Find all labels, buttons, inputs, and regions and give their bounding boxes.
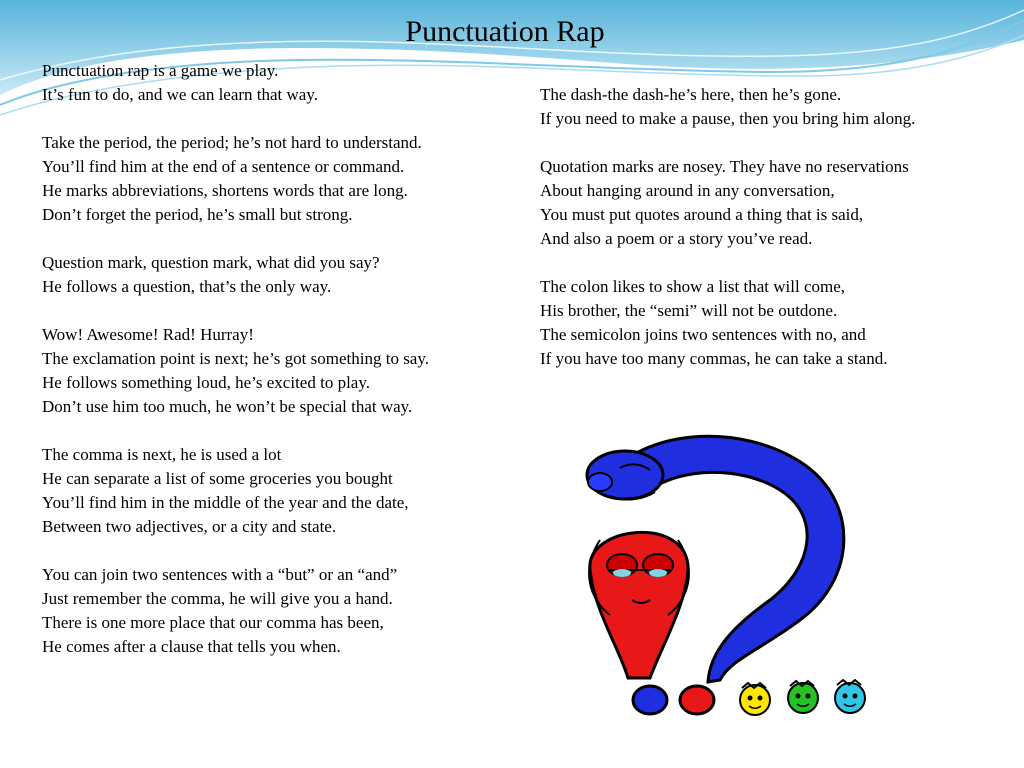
poem-line: And also a poem or a story you’ve read. [540, 229, 813, 248]
poem-line: If you have too many commas, he can take a stand. [540, 349, 888, 368]
stanza [540, 275, 1010, 371]
red-dot [680, 686, 714, 714]
question-mark-eye-icon [588, 473, 612, 491]
stanza [540, 155, 1010, 251]
stanza [540, 83, 1010, 131]
poem-line: If you need to make a pause, then you bring him along. [540, 109, 916, 128]
poem-line: The exclamation point is next; he’s got something to say. [42, 349, 429, 368]
cyan-face-icon [835, 680, 865, 713]
stanza [42, 251, 522, 299]
poem-line: You’ll find him in the middle of the year and the date, [42, 493, 409, 512]
green-face-icon [788, 681, 818, 713]
poem-line: You can join two sentences with a “but” or an “and” [42, 565, 398, 584]
stanza [42, 563, 522, 659]
poem-line: Don’t forget the period, he’s small but strong. [42, 205, 353, 224]
poem-line: About hanging around in any conversation, [540, 181, 835, 200]
poem-line: Question mark, question mark, what did you say? [42, 253, 380, 272]
poem-line: Between two adjectives, or a city and state. [42, 517, 337, 536]
exclamation-mark-body [590, 532, 688, 678]
poem-line: He comes after a clause that tells you when. [42, 637, 341, 656]
poem-line: Quotation marks are nosey. They have no reservations [540, 157, 909, 176]
poem-line: His brother, the “semi” will not be outdone. [540, 301, 838, 320]
punctuation-characters-illustration [570, 430, 890, 730]
poem-line: He can separate a list of some groceries you bought [42, 469, 393, 488]
stanza [42, 131, 522, 227]
poem-line: He follows something loud, he’s excited to play. [42, 373, 370, 392]
blue-dot [633, 686, 667, 714]
poem-line: The dash-the dash-he’s here, then he’s gone. [540, 85, 842, 104]
slide-title: Punctuation Rap [405, 15, 605, 48]
poem-line: Take the period, the period; he’s not hard to understand. [42, 133, 422, 152]
poem-line: It’s fun to do, and we can learn that way. [42, 85, 319, 104]
right-column [540, 83, 1010, 395]
yellow-face-icon [740, 683, 770, 715]
poem-line: You must put quotes around a thing that is said, [540, 205, 864, 224]
poem-line: Don’t use him too much, he won’t be special that way. [42, 397, 413, 416]
poem-line: The comma is next, he is used a lot [42, 445, 282, 464]
poem-line: He marks abbreviations, shortens words that are long. [42, 181, 408, 200]
poem-line: The semicolon joins two sentences with no, and [540, 325, 866, 344]
poem-line: He follows a question, that’s the only way. [42, 277, 332, 296]
stanza [42, 323, 522, 419]
stanza [42, 443, 522, 539]
stanza [42, 59, 522, 107]
left-column [42, 59, 522, 683]
poem-line: You’ll find him at the end of a sentence or command. [42, 157, 405, 176]
poem-line: The colon likes to show a list that will come, [540, 277, 846, 296]
poem-line: Wow! Awesome! Rad! Hurray! [42, 325, 254, 344]
poem-line: Just remember the comma, he will give you a hand. [42, 589, 393, 608]
poem-line: There is one more place that our comma has been, [42, 613, 384, 632]
poem-line: Punctuation rap is a game we play. [42, 61, 279, 80]
